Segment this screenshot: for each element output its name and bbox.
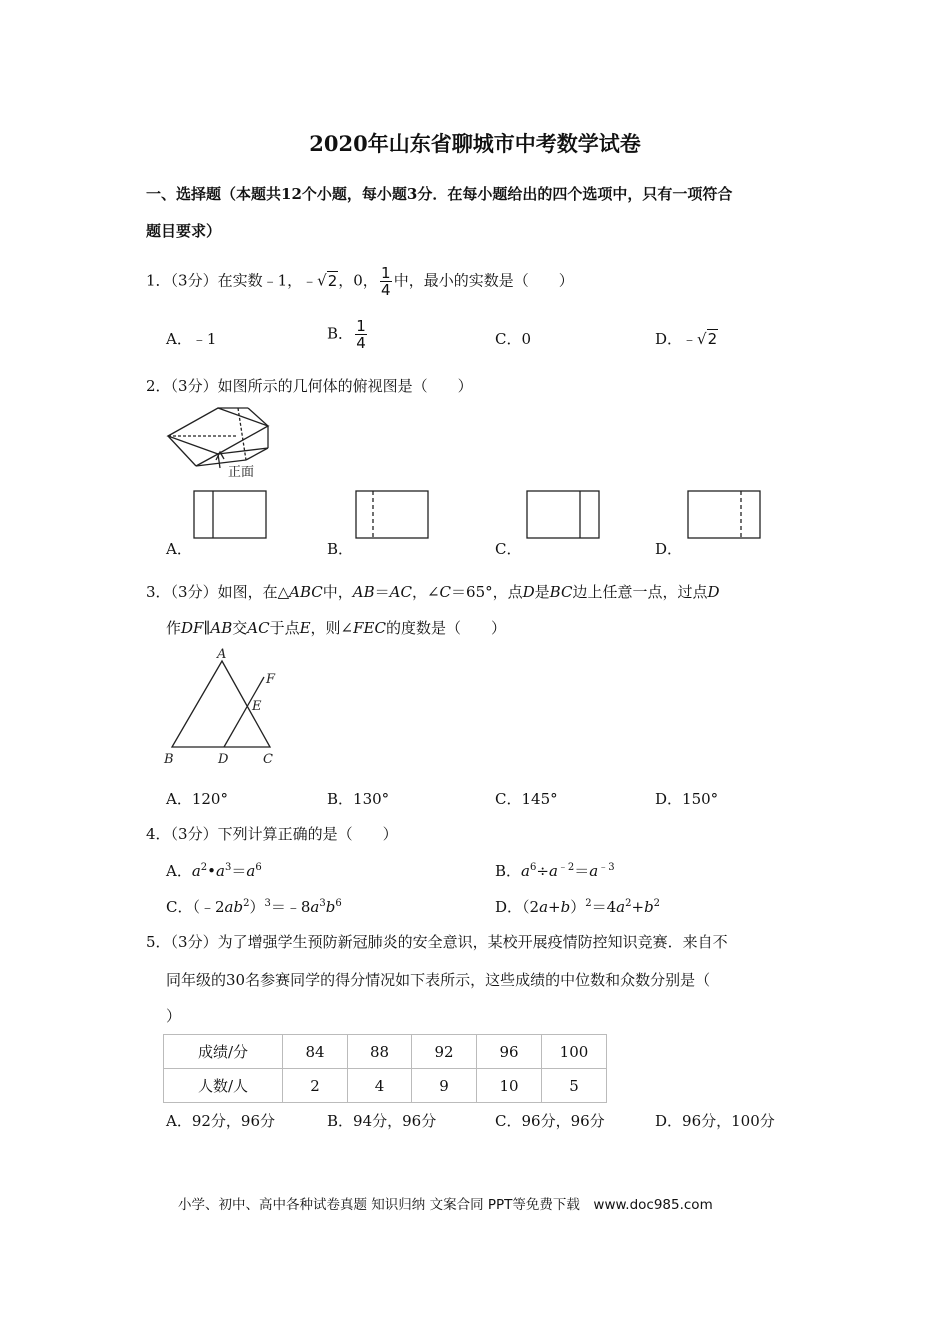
prism-figure	[160, 400, 280, 480]
q1-option-c: C．0	[495, 330, 532, 348]
q3-option-a: A．120°	[166, 790, 228, 808]
q2-option-a-figure	[193, 490, 267, 540]
q1-stem-a: 在实数﹣1，﹣	[217, 271, 318, 290]
front-label: 正面	[228, 465, 255, 480]
table-cell: 10	[477, 1069, 542, 1103]
question-5-line3: ）	[166, 1007, 182, 1025]
table-cell: 人数/人	[164, 1069, 283, 1103]
q2-option-d: D．	[655, 540, 683, 558]
label-c: C	[263, 752, 273, 767]
table-cell: 96	[477, 1035, 542, 1069]
q4-option-b: B．$a^6\div a^{﹣2}=a^{﹣3}$	[495, 862, 615, 880]
table-cell: 9	[412, 1069, 477, 1103]
table-cell: 4	[348, 1069, 412, 1103]
table-cell: 成绩/分	[164, 1035, 283, 1069]
question-3-line2: 作DF∥AB交AC于点E，则∠FEC的度数是（ ）	[166, 619, 506, 637]
table-cell: 5	[542, 1069, 607, 1103]
label-d: D	[218, 752, 229, 767]
question-4: 4．（3分）下列计算正确的是（ ）	[146, 825, 398, 843]
q2-option-b: B．	[327, 540, 354, 558]
q4-option-a: A．$a^2•a^3=a^6$	[166, 862, 262, 880]
q1-stem-c: 中，最小的实数是（ ）	[393, 271, 574, 290]
q2-option-c: C．	[495, 540, 522, 558]
sqrt-symbol: √2	[317, 271, 338, 290]
q1-number: 1．	[146, 271, 171, 290]
q1-option-d: D．﹣√2	[655, 330, 718, 348]
question-1	[146, 265, 574, 298]
q2-option-d-figure	[687, 490, 761, 540]
section-heading-line2: 题目要求）	[146, 222, 222, 240]
q1-option-b: B． $\frac{1}{4}$	[327, 317, 366, 352]
label-e: E	[252, 699, 262, 714]
fraction: $\frac{1}{4}$	[356, 317, 366, 352]
label-a: A	[217, 647, 227, 662]
q2-option-c-figure	[526, 490, 600, 540]
label-b: B	[164, 752, 174, 767]
q3-option-d: D．150°	[655, 790, 719, 808]
q5-option-d: D．96分，100分	[655, 1112, 775, 1130]
score-table	[163, 1034, 607, 1103]
q2-option-a: A．	[166, 540, 192, 558]
question-5-line1: 5．（3分）为了增强学生预防新冠肺炎的安全意识，某校开展疫情防控知识竞赛．来自不	[146, 933, 728, 951]
q3-option-b: B．130°	[327, 790, 390, 808]
q1-score: （3分）	[170, 271, 218, 290]
q5-option-a: A．92分，96分	[166, 1112, 276, 1130]
q1-stem-b: ，0，	[338, 271, 378, 290]
exam-title: 2020年山东省聊城市中考数学试卷	[309, 131, 641, 156]
section-heading-line1: 一、选择题（本题共12个小题，每小题3分．在每小题给出的四个选项中，只有一项符合	[146, 185, 733, 203]
table-cell: 2	[283, 1069, 348, 1103]
q5-option-c: C．96分，96分	[495, 1112, 605, 1130]
table-cell: 100	[542, 1035, 607, 1069]
question-2: 2．（3分）如图所示的几何体的俯视图是（ ）	[146, 377, 473, 395]
question-3-line1: 3．（3分）如图，在△ABC中，AB＝AC，∠C＝65°，点D是BC边上任意一点，过点D	[146, 583, 720, 601]
q5-option-b: B．94分，96分	[327, 1112, 437, 1130]
q4-option-c: C．$(﹣2ab^2)^3=﹣8a^3b^6$	[166, 898, 342, 916]
fraction: $\frac{1}{4}$	[381, 264, 391, 299]
q2-option-b-figure	[355, 490, 429, 540]
triangle-figure	[160, 645, 285, 770]
question-5-line2: 同年级的30名参赛同学的得分情况如下表所示，这些成绩的中位数和众数分别是（	[166, 971, 711, 989]
table-cell: 92	[412, 1035, 477, 1069]
q4-option-d: D．$(2a+b)^2=4a^2+b^2$	[495, 898, 661, 916]
sqrt-symbol: √2	[697, 330, 718, 348]
table-cell: 88	[348, 1035, 412, 1069]
table-row	[164, 1035, 607, 1069]
footer-text: 小学、初中、高中各种试卷真题 知识归纳 文案合同 PPT等免费下载 www.doc985.com	[178, 1197, 713, 1213]
table-cell: 84	[283, 1035, 348, 1069]
q1-option-a: A．﹣1	[166, 330, 217, 348]
q3-option-c: C．145°	[495, 790, 558, 808]
label-f: F	[266, 672, 276, 687]
table-row	[164, 1069, 607, 1103]
